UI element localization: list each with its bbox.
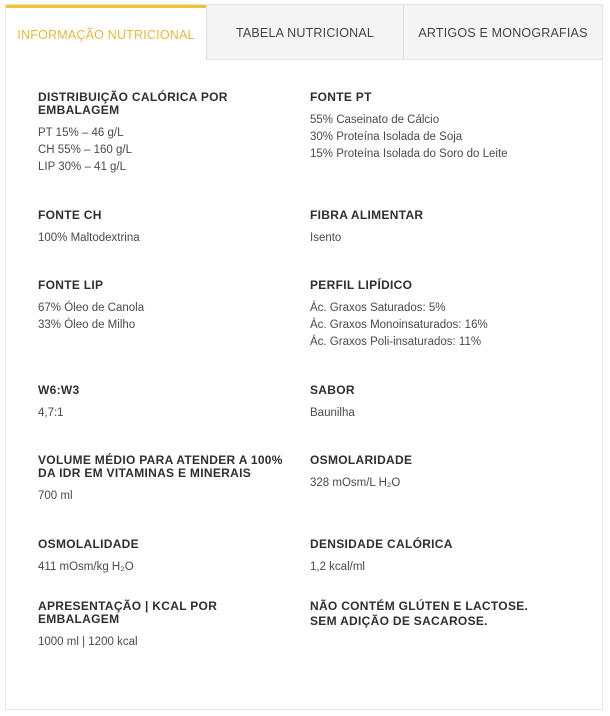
info-perfil-lipidico <box>310 279 578 384</box>
info-sabor <box>310 384 578 454</box>
info-row <box>38 454 578 538</box>
info-osmolaridade <box>310 454 578 538</box>
info-heading: APRESENTAÇÃO | KCAL POR EMBALAGEM <box>38 599 218 626</box>
info-volume-medio <box>38 454 310 538</box>
product-info-panel <box>5 4 603 710</box>
info-heading: OSMOLALIDADE <box>38 537 139 551</box>
info-heading: SABOR <box>310 383 355 397</box>
info-row <box>38 91 578 209</box>
info-heading: FONTE PT <box>310 90 372 104</box>
info-densidade-calorica <box>310 538 578 600</box>
info-heading: NÃO CONTÉM GLÚTEN E LACTOSE. <box>310 599 529 613</box>
info-value: 33% Óleo de Milho <box>38 319 136 331</box>
info-heading: VOLUME MÉDIO PARA ATENDER A 100% DA IDR EM VITAMINAS E MINERAIS <box>38 453 283 480</box>
info-fonte-ch <box>38 209 310 279</box>
info-heading: OSMOLARIDADE <box>310 453 413 467</box>
info-apresentacao <box>38 600 310 660</box>
info-value: 1,2 kcal/ml <box>310 561 365 573</box>
info-heading: DISTRIBUIÇÃO CALÓRICA POR EMBALAGEM <box>38 90 228 117</box>
info-value: 15% Proteína Isolada do Soro do Leite <box>310 148 508 160</box>
info-fonte-pt <box>310 91 578 209</box>
info-heading: FIBRA ALIMENTAR <box>310 208 424 222</box>
info-value: 30% Proteína Isolada de Soja <box>310 131 463 143</box>
tab-informacao-nutricional[interactable]: INFORMAÇÃO NUTRICIONAL <box>6 5 206 61</box>
info-heading: FONTE LIP <box>38 278 104 292</box>
info-value: Isento <box>310 232 342 244</box>
info-value: 1000 ml | 1200 kcal <box>38 636 138 648</box>
info-value: Ác. Graxos Saturados: 5% <box>310 302 446 314</box>
info-fibra-alimentar <box>310 209 578 279</box>
info-value: Ác. Graxos Monoinsaturados: 16% <box>310 319 488 331</box>
info-row <box>38 384 578 454</box>
info-row <box>38 600 578 660</box>
nutrition-info-grid <box>38 91 578 660</box>
info-heading: DENSIDADE CALÓRICA <box>310 537 453 551</box>
info-nao-contem <box>310 600 578 660</box>
info-value: Ác. Graxos Poli-insaturados: 11% <box>310 336 482 348</box>
info-value: 67% Óleo de Canola <box>38 302 145 314</box>
tab-bar <box>6 5 602 60</box>
info-heading: FONTE CH <box>38 208 102 222</box>
info-value: 411 mOsm/kg H₂O <box>38 561 134 573</box>
info-osmolalidade <box>38 538 310 600</box>
info-value: LIP 30% – 41 g/L <box>38 161 127 173</box>
info-value: Baunilha <box>310 407 355 419</box>
tab-tabela-nutricional[interactable]: TABELA NUTRICIONAL <box>206 5 404 60</box>
info-row <box>38 538 578 600</box>
info-fonte-lip <box>38 279 310 384</box>
info-value: 4,7:1 <box>38 407 64 419</box>
tab-artigos-e-monografias[interactable]: ARTIGOS E MONOGRAFIAS <box>418 25 588 40</box>
info-value: 328 mOsm/L H₂O <box>310 477 401 489</box>
info-row <box>38 209 578 279</box>
info-distribuicao-calorica <box>38 91 310 209</box>
info-value: 700 ml <box>38 490 73 502</box>
info-value: PT 15% – 46 g/L <box>38 127 124 139</box>
info-heading: SEM ADIÇÃO DE SACAROSE. <box>310 614 488 628</box>
info-value: 55% Caseinato de Cálcio <box>310 114 440 126</box>
info-row <box>38 279 578 384</box>
info-heading: W6:W3 <box>38 383 80 397</box>
info-value: 100% Maltodextrina <box>38 232 140 244</box>
info-w6-w3 <box>38 384 310 454</box>
info-heading: PERFIL LIPÍDICO <box>310 278 413 292</box>
info-value: CH 55% – 160 g/L <box>38 144 132 156</box>
